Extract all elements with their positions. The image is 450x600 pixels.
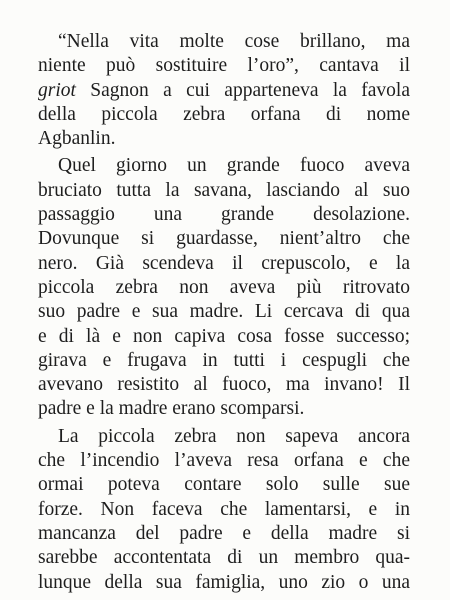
text-line: bruciato tutta la savana, lasciando al suo xyxy=(38,179,410,201)
text-line: La piccola zebra non sapeva ancora xyxy=(58,425,410,447)
text-line: della piccola zebra orfana di nome xyxy=(38,103,410,125)
text-line: lunque della sua famiglia, uno zio o una xyxy=(38,571,410,593)
text-line: Quel giorno un grande fuoco aveva xyxy=(58,155,410,177)
text-line: padre e la madre erano scomparsi. xyxy=(38,398,305,420)
text-line: nero. Già scendeva il crepuscolo, e la xyxy=(38,252,410,274)
text-line: avevano resistito al fuoco, ma invano! Il xyxy=(38,374,410,396)
text-line: “Nella vita molte cose brillano, ma xyxy=(58,31,410,52)
italic-word: griot xyxy=(38,79,76,101)
text-line: forze. Non faceva che lamentarsi, e in xyxy=(38,498,410,520)
text-line: passaggio una grande desolazione. xyxy=(38,204,410,226)
text-line: mancanza del padre e della madre si xyxy=(38,522,410,544)
text-line xyxy=(38,79,410,103)
paragraph-3 xyxy=(38,425,410,595)
story-text xyxy=(38,30,410,595)
text-line: Agbanlin. xyxy=(38,128,116,150)
text-line: piccola zebra non aveva più ritrovato xyxy=(38,276,410,298)
text-line: e di là e non capiva cosa fosse successo; xyxy=(38,325,410,347)
text-line: sarebbe accontentata di un membro qua- xyxy=(38,547,410,569)
text-fragment: Sagnon a cui apparteneva la favola xyxy=(75,79,410,101)
paragraph-2 xyxy=(38,154,410,421)
text-line: Dovunque si guardasse, nient’altro che xyxy=(38,228,410,250)
paragraph-1 xyxy=(38,30,410,151)
text-line: girava e frugava in tutti i cespugli che xyxy=(38,349,410,371)
text-line: niente può sostituire l’oro”, cantava il xyxy=(38,55,410,77)
text-line: che l’incendio l’aveva resa orfana e che xyxy=(38,450,410,472)
text-line: suo padre e sua madre. Li cercava di qua xyxy=(38,301,410,323)
text-line: ormai poteva contare solo sulle sue xyxy=(38,474,410,496)
